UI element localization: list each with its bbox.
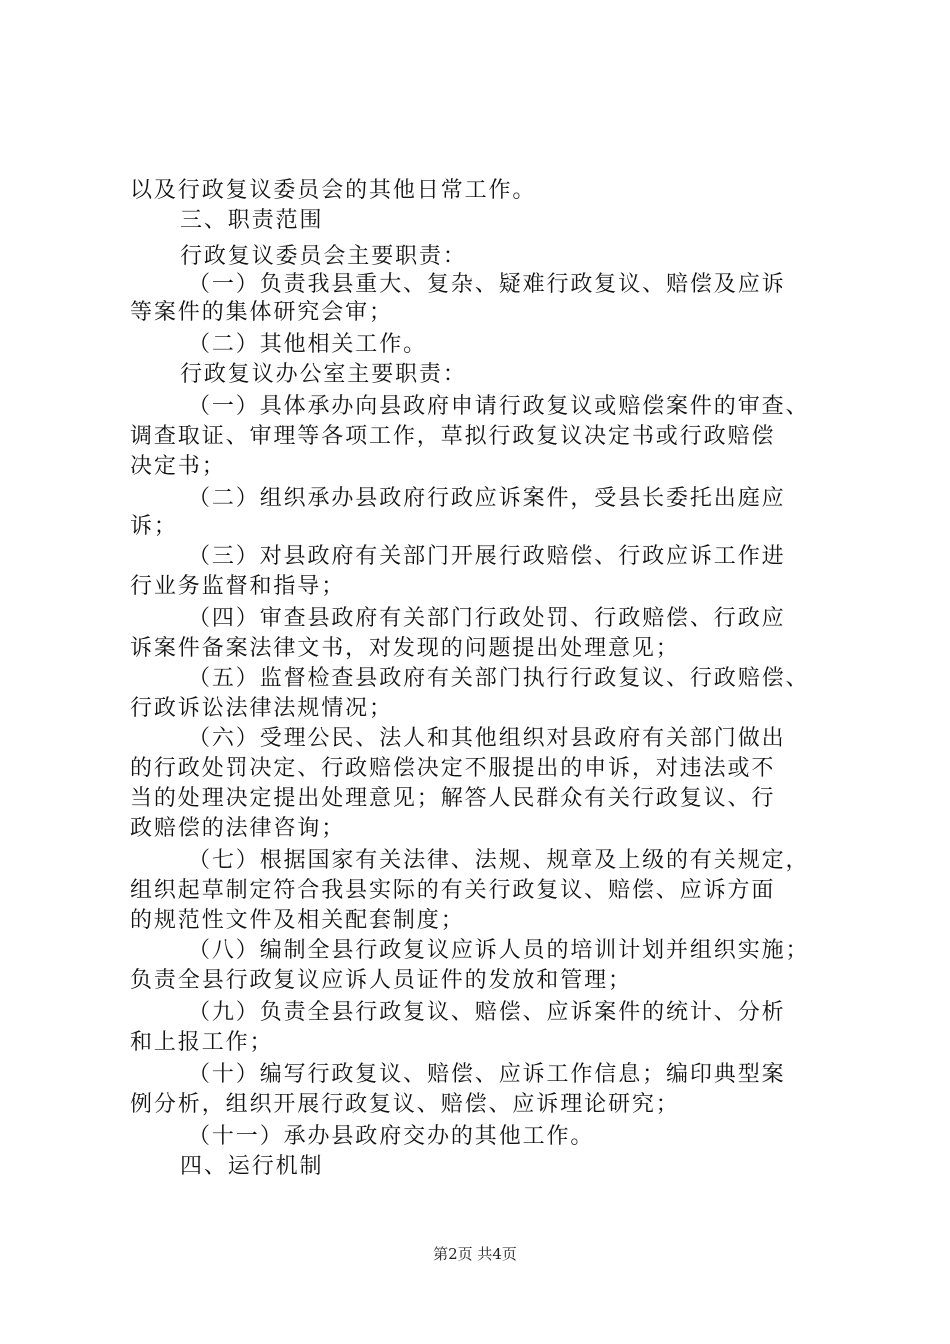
section-heading: 四、运行机制 — [180, 1154, 324, 1179]
body-text-line: 决定书； — [130, 454, 226, 479]
body-text-line: 行政诉讼法律法规情况； — [130, 696, 393, 721]
list-item-line: （二）组织承办县政府行政应诉案件，受县长委托出庭应 — [188, 486, 786, 511]
body-text-line: 政赔偿的法律咨询； — [130, 816, 346, 841]
body-text-line: 的规范性文件及相关配套制度； — [130, 908, 465, 933]
body-text-line: 诉； — [130, 514, 178, 539]
body-text-line: 诉案件备案法律文书，对发现的问题提出处理意见； — [130, 636, 680, 661]
list-item-line: （二）其他相关工作。 — [188, 332, 428, 357]
subsection-heading: 行政复议委员会主要职责： — [180, 244, 467, 269]
page-number-footer: 第2页 共4页 — [433, 1245, 517, 1263]
list-item-line: （八）编制全县行政复议应诉人员的培训计划并组织实施； — [188, 938, 810, 963]
list-item-line: （五）监督检查县政府有关部门执行行政复议、行政赔偿、 — [188, 666, 810, 691]
section-heading: 三、职责范围 — [180, 208, 324, 233]
subsection-heading: 行政复议办公室主要职责： — [180, 362, 467, 387]
list-item-line: （一）具体承办向县政府申请行政复议或赔偿案件的审查、 — [188, 394, 810, 419]
body-text-line: 行业务监督和指导； — [130, 574, 346, 599]
list-item-line: （九）负责全县行政复议、赔偿、应诉案件的统计、分析 — [188, 1000, 786, 1025]
body-text-line: 负责全县行政复议应诉人员证件的发放和管理； — [130, 968, 632, 993]
list-item-line: （四）审查县政府有关部门行政处罚、行政赔偿、行政应 — [188, 606, 786, 631]
body-text-line: 当的处理决定提出处理意见；解答人民群众有关行政复议、行 — [130, 786, 776, 811]
list-item-line: （六）受理公民、法人和其他组织对县政府有关部门做出 — [188, 726, 786, 751]
body-text-line: 调查取证、审理等各项工作，草拟行政复议决定书或行政赔偿 — [130, 424, 776, 449]
body-text-line: 例分析，组织开展行政复议、赔偿、应诉理论研究； — [130, 1092, 680, 1117]
list-item-line: （十）编写行政复议、赔偿、应诉工作信息；编印典型案 — [188, 1062, 786, 1087]
list-item-line: （七）根据国家有关法律、法规、规章及上级的有关规定， — [188, 848, 810, 873]
list-item-line: （一）负责我县重大、复杂、疑难行政复议、赔偿及应诉 — [188, 272, 786, 297]
list-item-line: （三）对县政府有关部门开展行政赔偿、行政应诉工作进 — [188, 544, 786, 569]
list-item-line: （十一）承办县政府交办的其他工作。 — [188, 1124, 595, 1149]
body-text-line: 等案件的集体研究会审； — [130, 300, 393, 325]
body-text-line: 组织起草制定符合我县实际的有关行政复议、赔偿、应诉方面 — [130, 878, 776, 903]
body-text-line: 和上报工作； — [130, 1030, 274, 1055]
body-text-line: 以及行政复议委员会的其他日常工作。 — [130, 178, 537, 203]
body-text-line: 的行政处罚决定、行政赔偿决定不服提出的申诉，对违法或不 — [130, 756, 776, 781]
